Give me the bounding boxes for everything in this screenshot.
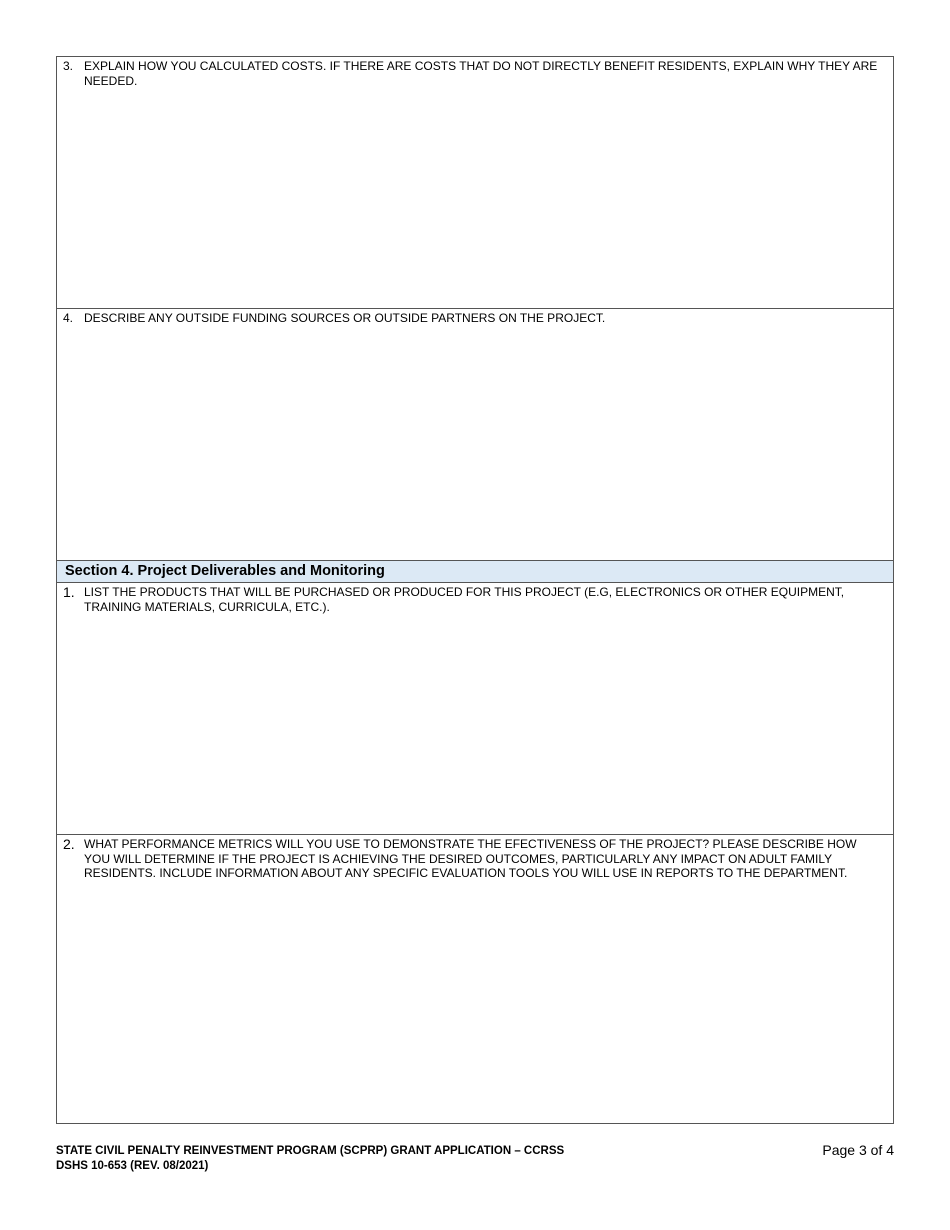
question-text: LIST THE PRODUCTS THAT WILL BE PURCHASED OR PRODUCED FOR THIS PROJECT (E.G, ELECTRONICS OR OTHER EQUIPMENT, TRAINING MATERIALS, CURRICULA, ETC.). (84, 585, 845, 614)
section-4-question-2-row (57, 835, 893, 1123)
question-text: EXPLAIN HOW YOU CALCULATED COSTS. IF THERE ARE COSTS THAT DO NOT DIRECTLY BENEFIT RESIDENTS, EXPLAIN WHY THEY ARE NEEDED. (84, 59, 878, 88)
question-text: WHAT PERFORMANCE METRICS WILL YOU USE TO DEMONSTRATE THE EFECTIVENESS OF THE PROJECT? PLEASE DESCRIBE HOW YOU WILL DETERMINE IF THE PROJECT IS ACHIEVING THE DESIRED OUTCOMES, PARTICULARLY ANY IMPACT ON ADULT FAMILY RESIDENTS. INCLUDE INFORMATION ABOUT ANY SPECIFIC EVALUATION TOOLS YOU WILL USE IN REPORTS TO THE DEPARTMENT. (84, 837, 857, 880)
question-number: 3. (63, 59, 74, 73)
question-3-answer-field[interactable] (57, 93, 893, 308)
footer-form-number: DSHS 10-653 (REV. 08/2021) (56, 1160, 209, 1172)
question-text: DESCRIBE ANY OUTSIDE FUNDING SOURCES OR OUTSIDE PARTNERS ON THE PROJECT. (84, 311, 606, 325)
section-4-question-1-row (57, 583, 893, 835)
question-4-answer-field[interactable] (57, 329, 893, 560)
section-4-header: Section 4. Project Deliverables and Monitoring (57, 561, 893, 583)
question-number: 1. (63, 584, 75, 600)
question-3-row (57, 57, 893, 309)
section-4-question-1-answer-field[interactable] (57, 619, 893, 834)
question-number: 4. (63, 311, 74, 325)
question-number: 2. (63, 836, 75, 852)
footer-title: STATE CIVIL PENALTY REINVESTMENT PROGRAM (SCPRP) GRANT APPLICATION – CCRSS (56, 1145, 565, 1157)
section-4-question-2-answer-field[interactable] (57, 899, 893, 1123)
footer-form-info (56, 1144, 564, 1174)
page-number: Page 3 of 4 (822, 1142, 894, 1158)
form-table (56, 56, 894, 1124)
question-4-row (57, 309, 893, 561)
